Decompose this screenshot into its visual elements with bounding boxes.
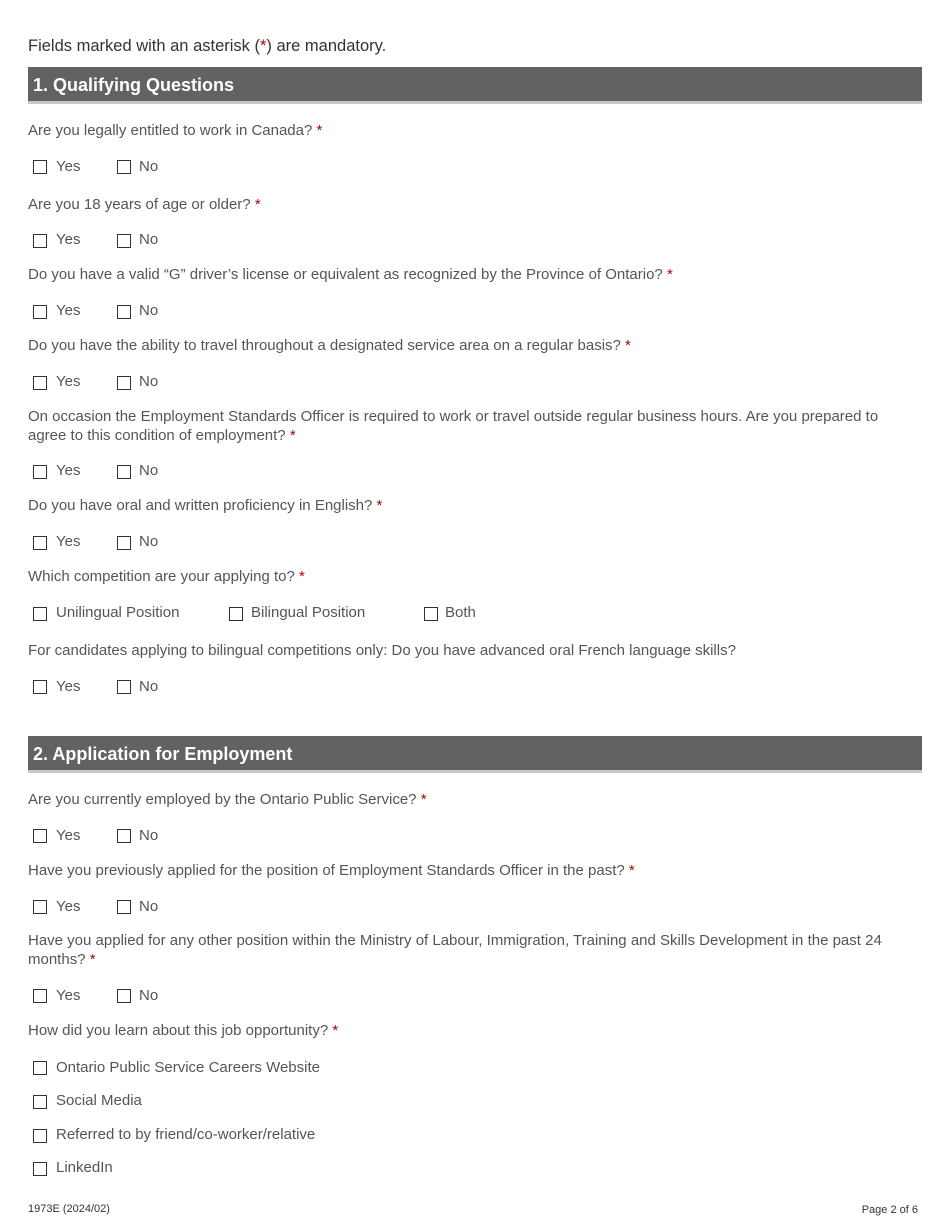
option-label: Yes: [56, 827, 81, 844]
question-english-proficiency: Do you have oral and written proficiency in English? *: [28, 497, 383, 514]
section-title: 1. Qualifying Questions: [33, 75, 235, 95]
option-label: Ontario Public Service Careers Website: [56, 1059, 320, 1076]
question-currently-ops: Are you currently employed by the Ontario Public Service? *: [28, 791, 427, 808]
option-label: No: [139, 158, 159, 175]
question-age-18: Are you 18 years of age or older? *: [28, 196, 261, 213]
question-job-source: How did you learn about this job opportunity? *: [28, 1022, 339, 1039]
checkbox-q6-no[interactable]: [117, 536, 131, 550]
question-legally-entitled: Are you legally entitled to work in Canada? *: [28, 122, 323, 139]
checkbox-q5-no[interactable]: [117, 465, 131, 479]
form-id: 1973E (2024/02): [28, 1203, 110, 1215]
option-label: No: [139, 462, 159, 479]
checkbox-q11-yes[interactable]: [33, 989, 47, 1003]
checkbox-q9-no[interactable]: [117, 829, 131, 843]
checkbox-q6-yes[interactable]: [33, 536, 47, 550]
checkbox-q2-no[interactable]: [117, 234, 131, 248]
mandatory-fields-note: [28, 37, 386, 56]
required-asterisk: *: [316, 122, 323, 139]
required-asterisk: *: [628, 862, 635, 879]
option-label: No: [139, 231, 159, 248]
checkbox-q10-no[interactable]: [117, 900, 131, 914]
page-number: Page 2 of 6: [861, 1204, 918, 1216]
checkbox-q4-yes[interactable]: [33, 376, 47, 390]
checkbox-q3-no[interactable]: [117, 305, 131, 319]
question-french-skills: For candidates applying to bilingual competitions only: Do you have advanced oral French language skills?: [28, 642, 736, 659]
intro-text-before: Fields marked with an asterisk (: [28, 37, 260, 55]
checkbox-q1-no[interactable]: [117, 160, 131, 174]
checkbox-q1-yes[interactable]: [33, 160, 47, 174]
option-label: Bilingual Position: [251, 604, 366, 621]
question-travel-ability: Do you have the ability to travel throughout a designated service area on a regular basis? *: [28, 337, 631, 354]
option-label: No: [139, 987, 159, 1004]
checkbox-q12-ops-careers[interactable]: [33, 1061, 47, 1075]
required-asterisk: *: [289, 427, 296, 444]
section-title: 2. Application for Employment: [33, 744, 293, 764]
required-asterisk: *: [625, 337, 631, 354]
option-label: Yes: [56, 302, 81, 319]
section-header-application-for-employment: [28, 736, 922, 773]
checkbox-q12-referred[interactable]: [33, 1129, 47, 1143]
checkbox-q12-social-media[interactable]: [33, 1095, 47, 1109]
option-label: No: [139, 678, 159, 695]
intro-text-after: ) are mandatory.: [266, 37, 387, 55]
checkbox-q7-bilingual[interactable]: [229, 607, 243, 621]
required-asterisk: *: [420, 791, 427, 808]
option-label: Yes: [56, 898, 81, 915]
required-asterisk: *: [376, 497, 383, 514]
option-label: Yes: [56, 987, 81, 1004]
required-asterisk: *: [666, 266, 673, 283]
checkbox-q7-both[interactable]: [424, 607, 438, 621]
option-label: Both: [445, 604, 476, 621]
checkbox-q2-yes[interactable]: [33, 234, 47, 248]
checkbox-q4-no[interactable]: [117, 376, 131, 390]
option-label: Yes: [56, 158, 81, 175]
required-asterisk: *: [298, 568, 305, 585]
checkbox-q8-yes[interactable]: [33, 680, 47, 694]
question-drivers-license: Do you have a valid “G” driver’s license or equivalent as recognized by the Province of Ontario? *: [28, 266, 673, 283]
option-label: Yes: [56, 231, 81, 248]
option-label: Yes: [56, 462, 81, 479]
checkbox-q5-yes[interactable]: [33, 465, 47, 479]
required-asterisk: *: [332, 1022, 339, 1039]
asterisk-marker: *: [260, 37, 267, 55]
question-competition: Which competition are your applying to? *: [28, 568, 305, 585]
option-label: Yes: [56, 533, 81, 550]
option-label: LinkedIn: [56, 1159, 113, 1176]
question-other-position: Have you applied for any other position within the Ministry of Labour, Immigration, Training and Skills Development in the past 24 months? *: [28, 932, 882, 968]
option-label: Yes: [56, 373, 81, 390]
option-label: No: [139, 533, 159, 550]
option-label: Referred to by friend/co-worker/relative: [56, 1126, 316, 1143]
question-outside-hours: On occasion the Employment Standards Officer is required to work or travel outside regular business hours. Are you prepared to agree to this condition of employment? *: [28, 408, 879, 444]
checkbox-q12-linkedin[interactable]: [33, 1162, 47, 1176]
option-label: Unilingual Position: [56, 604, 180, 621]
option-label: Yes: [56, 678, 81, 695]
checkbox-q10-yes[interactable]: [33, 900, 47, 914]
option-label: No: [139, 373, 159, 390]
option-label: No: [139, 827, 159, 844]
option-label: No: [139, 898, 159, 915]
checkbox-q7-unilingual[interactable]: [33, 607, 47, 621]
checkbox-q11-no[interactable]: [117, 989, 131, 1003]
section-header-qualifying-questions: [28, 67, 922, 104]
checkbox-q9-yes[interactable]: [33, 829, 47, 843]
question-previously-applied: Have you previously applied for the position of Employment Standards Officer in the past? *: [28, 862, 635, 879]
checkbox-q8-no[interactable]: [117, 680, 131, 694]
checkbox-q3-yes[interactable]: [33, 305, 47, 319]
option-label: Social Media: [56, 1092, 142, 1109]
required-asterisk: *: [254, 196, 261, 213]
option-label: No: [139, 302, 159, 319]
required-asterisk: *: [89, 951, 96, 968]
